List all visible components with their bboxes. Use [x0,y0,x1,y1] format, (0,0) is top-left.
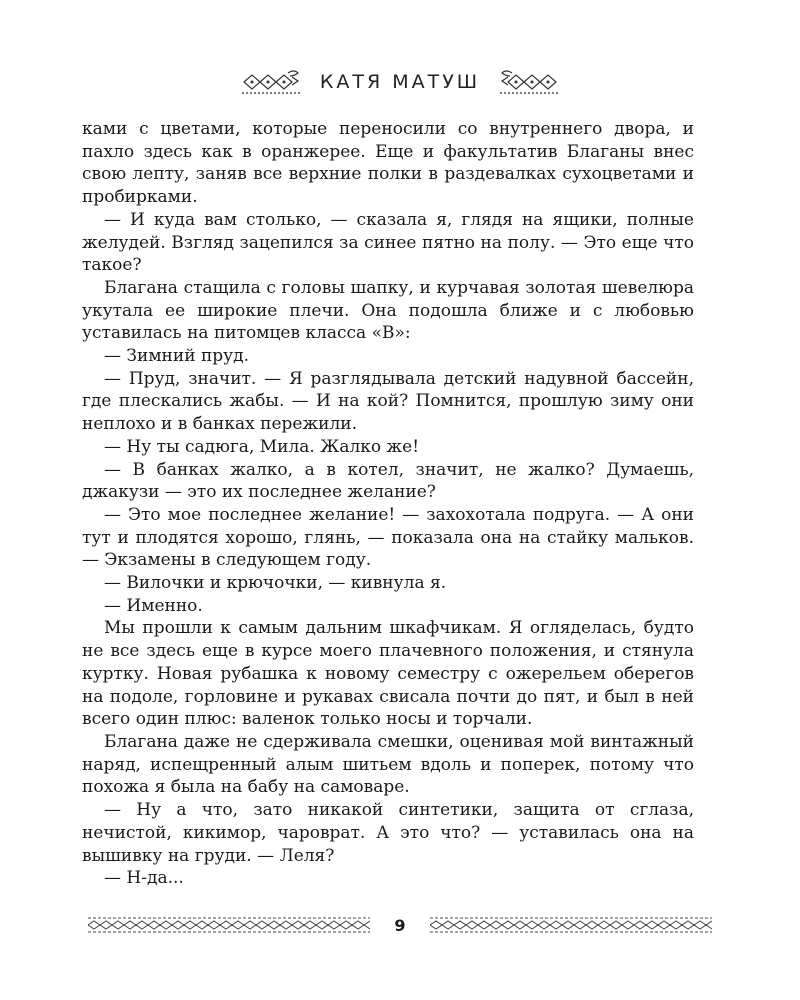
paragraph: Благана стащила с головы шапку, и курчавая золотая шевелюра укутала ее широкие плечи. Она подошла ближе и с любовью уставилась на питомцев класса «В»: [82,277,694,344]
paragraph: — Вилочки и крючочки, — кивнула я. [104,573,447,594]
paragraph: — В банках жалко, а в котел, значит, не жалко? Думаешь, джакузи — это их последнее желание? [82,459,694,503]
embroidery-border-left-icon [88,916,370,934]
paragraph: ками с цветами, которые переносили со внутреннего двора, и пахло здесь как в оранжерее. Еще и факультатив Благаны внес свою лепту, заняв все верхние полки в раздевалках сухоцветами и пробирками. [82,119,694,208]
paragraph: — Это мое последнее желание! — захохотала подруга. — А они тут и плодятся хорошо, глянь, — показала она на стайку мальков. — Экзамены в следующем году. [82,504,694,571]
paragraph: Благана даже не сдерживала смешки, оценивая мой винтажный наряд, испещренный алым шитьем вдоль и поперек, потому что похожа я была на бабу на самоваре. [82,731,694,798]
folk-ornament-right-icon [498,67,560,97]
embroidery-border-right-icon [430,916,712,934]
paragraph: — Ну ты садюга, Мила. Жалко же! [104,436,420,457]
paragraph: — Зимний пруд. [104,346,250,367]
folk-ornament-left-icon [240,67,302,97]
running-head: КАТЯ МАТУШ [319,71,481,93]
page-number: 9 [394,915,406,935]
paragraph: — Именно. [104,595,203,616]
paragraph: — Ну а что, зато никакой синтетики, защита от сглаза, нечистой, кикимор, чароврат. А это что? — уставилась она на вышивку на груди. — Леля? [82,800,694,866]
paragraph: — Пруд, значит. — Я разглядывала детский надувной бассейн, где плескались жабы. — И на кой? Помнится, прошлую зиму они неплохо и в банках пережили. [82,368,694,435]
body-text [82,118,694,890]
page-footer [0,910,800,940]
paragraph: Мы прошли к самым дальним шкафчикам. Я огляделась, будто не все здесь еще в курсе моего плачевного положения, и стянула куртку. Новая рубашка к новому семестру с ожерельем оберегов на подоле, горловине и рукавах свисала почти до пят, и был в ней всего один плюс: валенок только носы и торчали. [82,618,694,730]
paragraph: — Н-да... [104,868,184,889]
page-header [0,62,800,102]
paragraph: — И куда вам столько, — сказала я, глядя на ящики, полные желудей. Взгляд зацепился за синее пятно на полу. — Это еще что такое? [82,209,694,276]
